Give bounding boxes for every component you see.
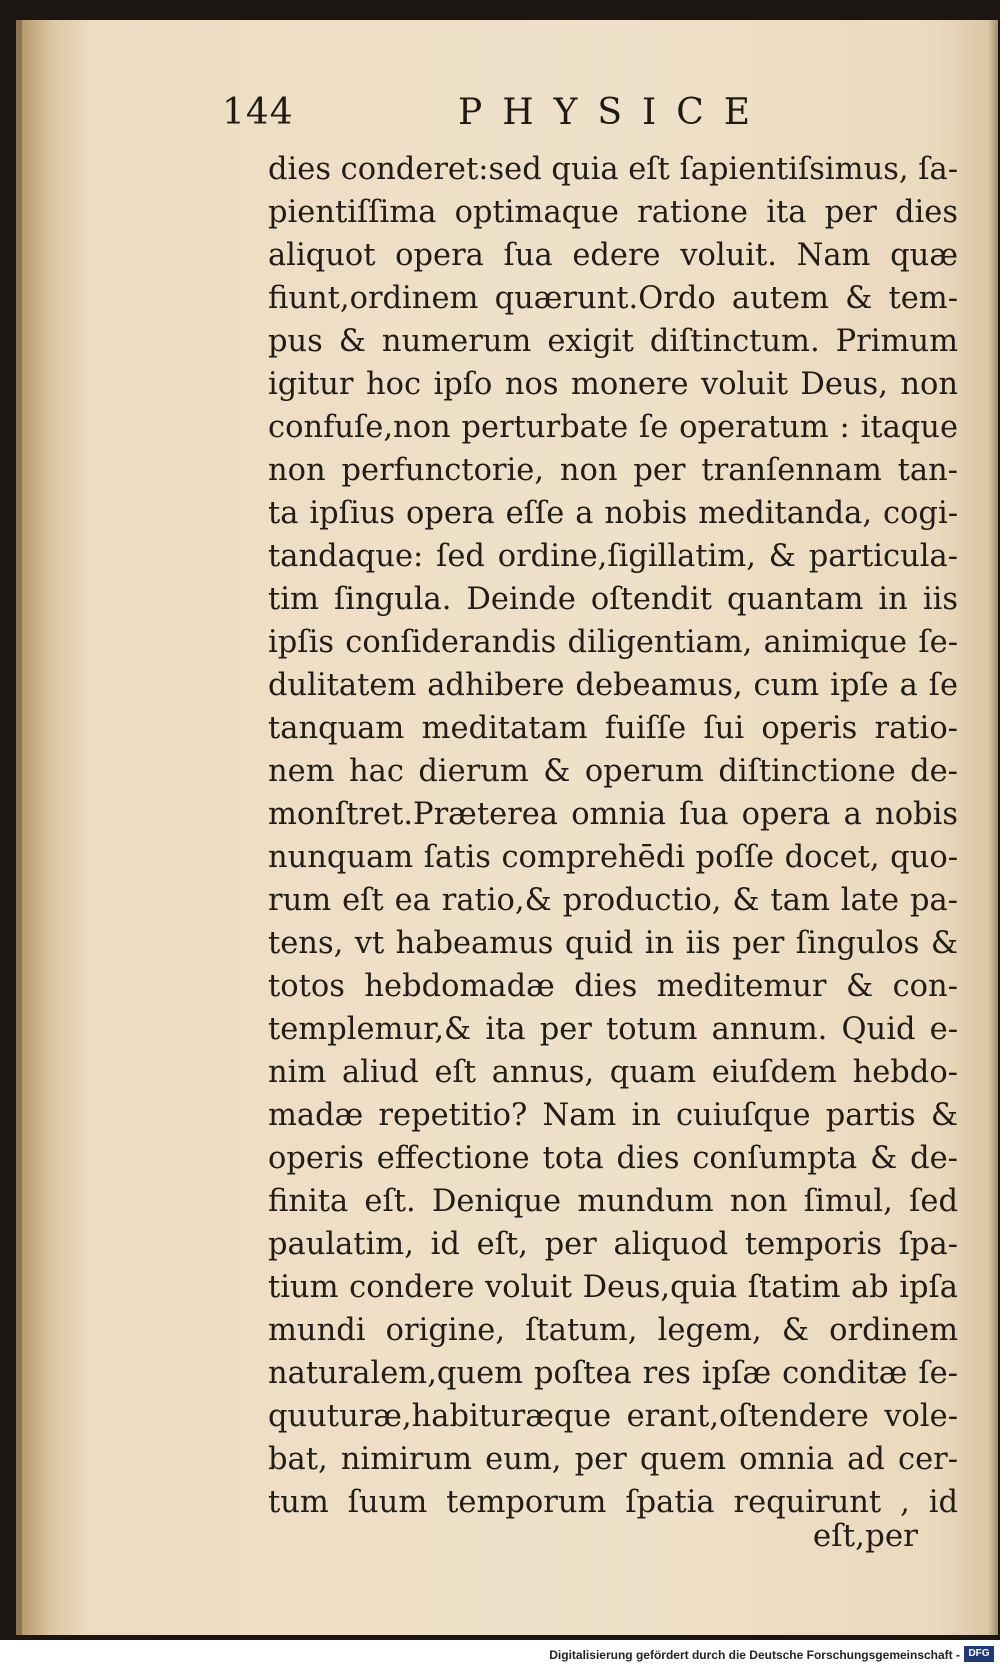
text-line: bat, nimirum eum, per quem omnia ad cer- xyxy=(268,1442,958,1477)
text-line: tim ſingula. Deinde oſtendit quantam in iis xyxy=(268,582,958,617)
text-line: dies conderet:sed quia eſt ſapientiſsimus, ſa- xyxy=(268,152,959,187)
footer-credit: Digitalisierung gefördert durch die Deutsche Forschungsgemeinschaft - xyxy=(549,1648,960,1662)
text-line: nunquam ſatis comprehēdi poſſe docet, quo- xyxy=(268,840,958,875)
text-line: tium condere voluit Deus,quia ſtatim ab ipſa xyxy=(268,1270,958,1305)
text-line: ipſis conſiderandis diligentiam, animique ſe- xyxy=(268,625,958,660)
digitization-footer xyxy=(0,1640,1000,1671)
text-line: pientiſſima optimaque ratione ita per dies xyxy=(268,195,958,230)
text-line: quuturæ,habituræque erant,oſtendere vole- xyxy=(268,1399,958,1434)
text-line: finita eſt. Denique mundum non ſimul, ſed xyxy=(268,1184,958,1219)
text-line: tens, vt habeamus quid in iis per ſingulos & xyxy=(268,926,958,961)
text-line: confuſe,non perturbate ſe operatum : itaque xyxy=(268,410,958,445)
text-line: paulatim, id eſt, per aliquod temporis ſpa- xyxy=(268,1227,958,1262)
text-line: totos hebdomadæ dies meditemur & con- xyxy=(268,969,958,1004)
text-line: madæ repetitio? Nam in cuiuſque partis & xyxy=(268,1098,958,1133)
catchword: eſt,per xyxy=(812,1518,918,1554)
text-line: nim aliud eſt annus, quam eiuſdem hebdo- xyxy=(268,1055,958,1090)
text-line: pus & numerum exigit diſtinctum. Primum xyxy=(268,324,958,359)
text-line: naturalem,quem poſtea res ipſæ conditæ ſe- xyxy=(268,1356,958,1391)
text-line: tum ſuum temporum ſpatia requirunt , id xyxy=(268,1485,958,1520)
text-line: operis effectione tota dies conſumpta & de- xyxy=(268,1141,958,1176)
text-line: monſtret.Præterea omnia ſua opera a nobis xyxy=(268,797,958,832)
text-line: rum eſt ea ratio,& productio, & tam late pa- xyxy=(268,883,958,918)
text-line: ta ipſius opera eſſe a nobis meditanda, cogi- xyxy=(268,496,958,531)
text-line: dulitatem adhibere debeamus, cum ipſe a ſe xyxy=(268,668,958,703)
text-line: nem hac dierum & operum diſtinctione de- xyxy=(268,754,958,789)
text-line: igitur hoc ipſo nos monere voluit Deus, non xyxy=(268,367,958,402)
text-line: tanquam meditatam fuiſſe ſui operis ratio- xyxy=(268,711,958,746)
text-line: mundi origine, ſtatum, legem, & ordinem xyxy=(268,1313,958,1348)
page-header xyxy=(222,92,962,140)
text-line: fiunt,ordinem quærunt.Ordo autem & tem- xyxy=(268,281,958,316)
dfg-logo: DFG xyxy=(964,1646,994,1662)
text-line: templemur,& ita per totum annum. Quid e- xyxy=(268,1012,958,1047)
text-line: tandaque: ſed ordine,ſigillatim, & particula- xyxy=(268,539,958,574)
text-line: non perfunctorie, non per tranſennam tan- xyxy=(268,453,958,488)
text-line: aliquot opera ſua edere voluit. Nam quæ xyxy=(268,238,958,273)
running-title: PHYSICE xyxy=(458,92,771,133)
book-page xyxy=(16,20,998,1635)
text-body xyxy=(268,148,958,1524)
page-number: 144 xyxy=(222,92,294,133)
